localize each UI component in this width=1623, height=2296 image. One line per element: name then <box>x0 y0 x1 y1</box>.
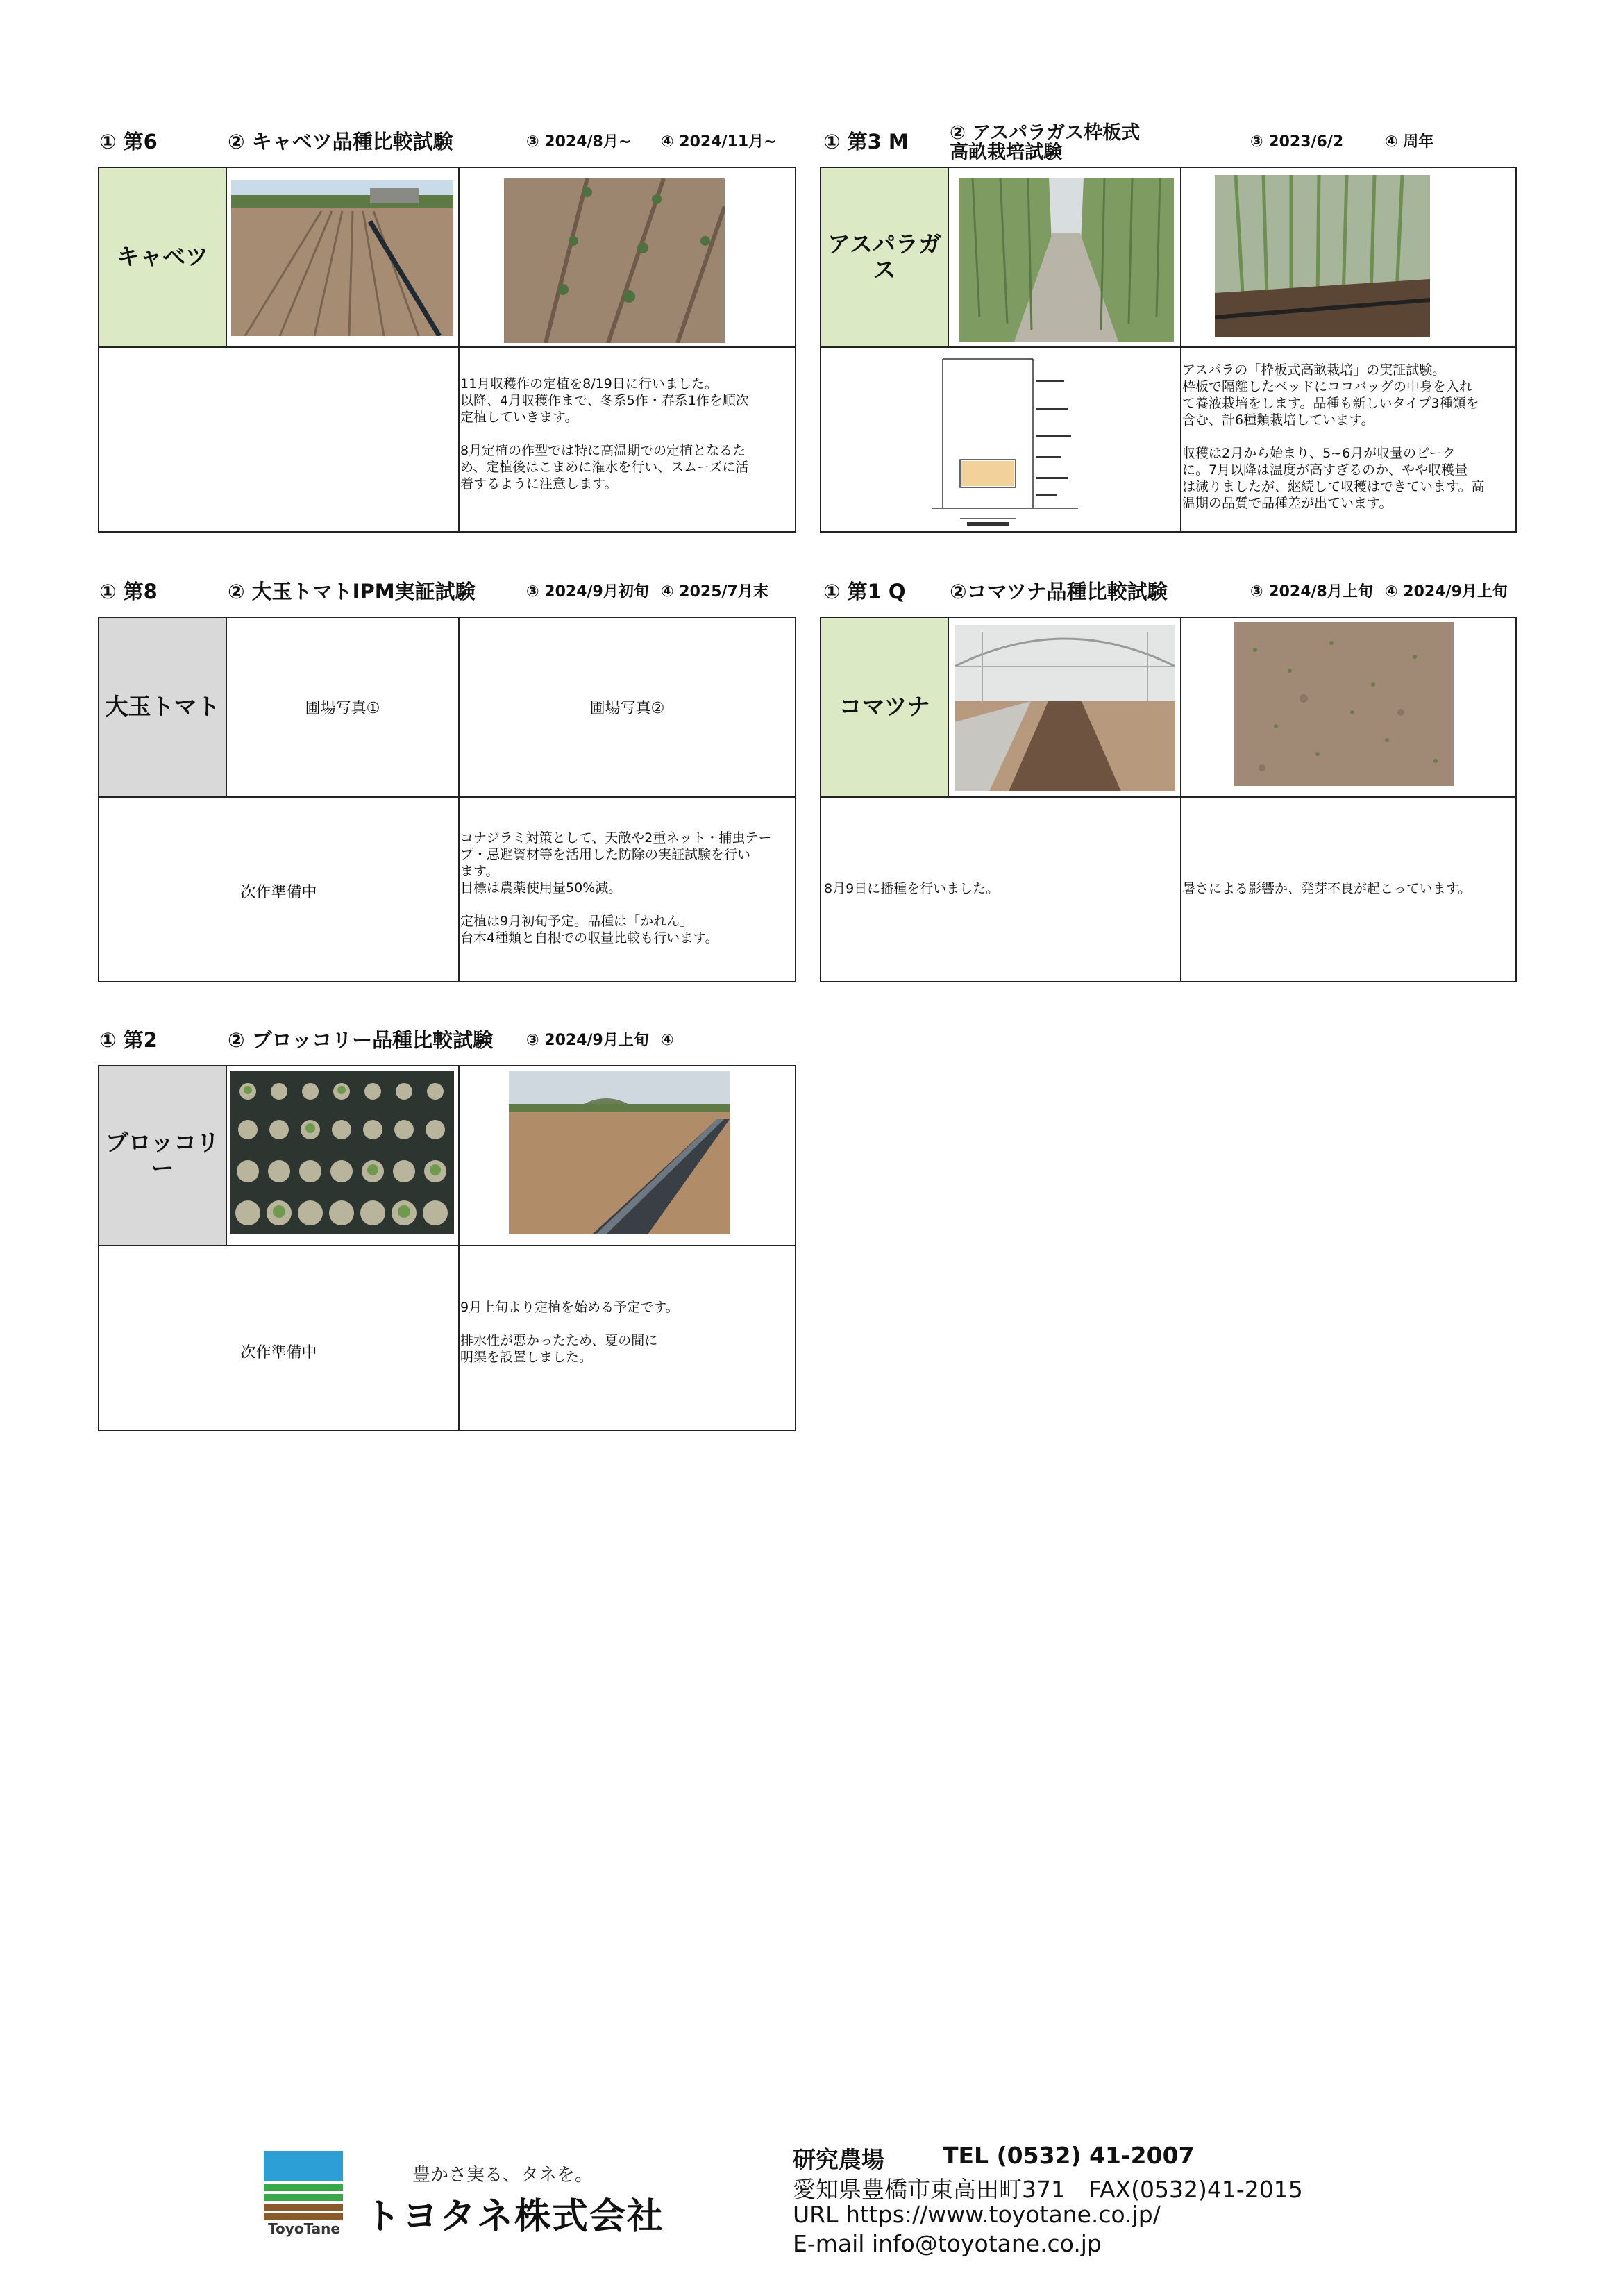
trial-table <box>820 617 1517 982</box>
end-date: ④ 2024/11月~ <box>661 133 777 151</box>
field-photo-2 <box>1234 622 1454 786</box>
plot-number: ① 第3 M <box>823 130 909 153</box>
field-photo-1 <box>231 180 453 336</box>
end-date: ④ <box>661 1032 674 1049</box>
end-date: ④ 2025/7月末 <box>661 583 768 601</box>
trial-notes: アスパラの「枠板式高畝栽培」の実証試験。 枠板で隔離したベッドにココバッグの中身を入れ て養液栽培をします。品種も新しいタイプ3種類を 含む、計6種類栽培しています。 収穫は2月から始まり、5~6月が収量のピーク に。7月以降は温度が高すぎるのか、やや収穫量 は減りましたが、継続して収穫はできています。高 温期の品質で品種差が出ています。 <box>1182 362 1485 511</box>
field-photo-2 <box>509 1071 730 1234</box>
start-date: ③ 2024/9月上旬 <box>526 1032 649 1049</box>
status-note: 8月9日に播種を行いました。 <box>824 881 1000 896</box>
trial-name: ② 大玉トマトIPM実証試験 <box>228 580 476 603</box>
end-date: ④ 周年 <box>1385 133 1434 151</box>
crop-label: コマツナ <box>821 618 948 796</box>
status-note: 次作準備中 <box>240 884 317 901</box>
trial-notes: 暑さによる影響か、発芽不良が起こっています。 <box>1182 881 1472 896</box>
phone-number: TEL (0532) 41-2007 <box>943 2142 1195 2169</box>
photo-placeholder-1: 圃場写真① <box>305 700 380 717</box>
start-date: ③ 2024/9月初旬 <box>526 583 649 601</box>
website-url[interactable]: URL https://www.toyotane.co.jp/ <box>793 2201 1161 2228</box>
address: 愛知県豊橋市東高田町371 FAX(0532)41-2015 <box>793 2176 1303 2203</box>
trial-name: ② キャベツ品種比較試験 <box>228 130 453 153</box>
trial-table <box>820 167 1517 533</box>
company-name: トヨタネ株式会社 <box>364 2196 665 2238</box>
crop-label: 大玉トマト <box>99 618 226 796</box>
trial-name: ②コマツナ品種比較試験 <box>950 580 1168 603</box>
plot-number: ① 第8 <box>99 580 158 603</box>
start-date: ③ 2023/6/2 <box>1250 133 1344 151</box>
start-date: ③ 2024/8月上旬 <box>1250 583 1373 601</box>
start-date: ③ 2024/8月~ <box>526 133 632 151</box>
logo-text: ToyoTane <box>268 2220 340 2237</box>
bed-diagram <box>925 355 1085 529</box>
plot-number: ① 第6 <box>99 130 158 153</box>
trial-table <box>98 617 796 982</box>
status-note: 次作準備中 <box>240 1344 317 1361</box>
plot-number: ① 第1 Q <box>823 580 906 603</box>
field-photo-1 <box>230 1071 454 1234</box>
field-photo-1 <box>955 625 1175 791</box>
trial-name: ② ブロッコリー品種比較試験 <box>228 1028 494 1052</box>
trial-table <box>98 1065 796 1431</box>
farm-name: 研究農場 <box>793 2146 884 2173</box>
end-date: ④ 2024/9月上旬 <box>1385 583 1508 601</box>
trial-name: ② アスパラガス枠板式 高畝栽培試験 <box>950 122 1141 163</box>
trial-notes: 11月収穫作の定植を8/19日に行いました。 以降、4月収穫作まで、冬系5作・春系1作を順次 定植していきます。 8月定植の作型では特に高温期での定植となるた め、定植後はこまめに潅水を行い、スムーズに活 着するように注意します。 <box>460 376 749 492</box>
trial-notes: 9月上旬より定植を始める予定です。 排水性が悪かったため、夏の間に 明渠を設置しました。 <box>460 1300 679 1365</box>
plot-number: ① 第2 <box>99 1028 158 1052</box>
field-photo-2 <box>504 178 725 343</box>
trial-table <box>98 167 796 533</box>
crop-label: キャベツ <box>99 168 226 346</box>
crop-label: アスパラガス <box>821 168 948 346</box>
trial-notes: コナジラミ対策として、天敵や2重ネット・捕虫テー プ・忌避資材等を活用した防除の実証試験を行い ます。 目標は農薬使用量50%減。 定植は9月初旬予定。品種は「かれん」 台木4種類と自根での収量比較も行います。 <box>460 830 772 946</box>
crop-label: ブロッコリー <box>99 1066 226 1245</box>
field-photo-1 <box>959 178 1174 342</box>
photo-placeholder-2: 圃場写真② <box>589 700 665 717</box>
field-photo-2 <box>1215 175 1430 337</box>
company-slogan: 豊かさ実る、タネを。 <box>412 2165 594 2186</box>
email-address[interactable]: E-mail info@toyotane.co.jp <box>793 2230 1102 2257</box>
